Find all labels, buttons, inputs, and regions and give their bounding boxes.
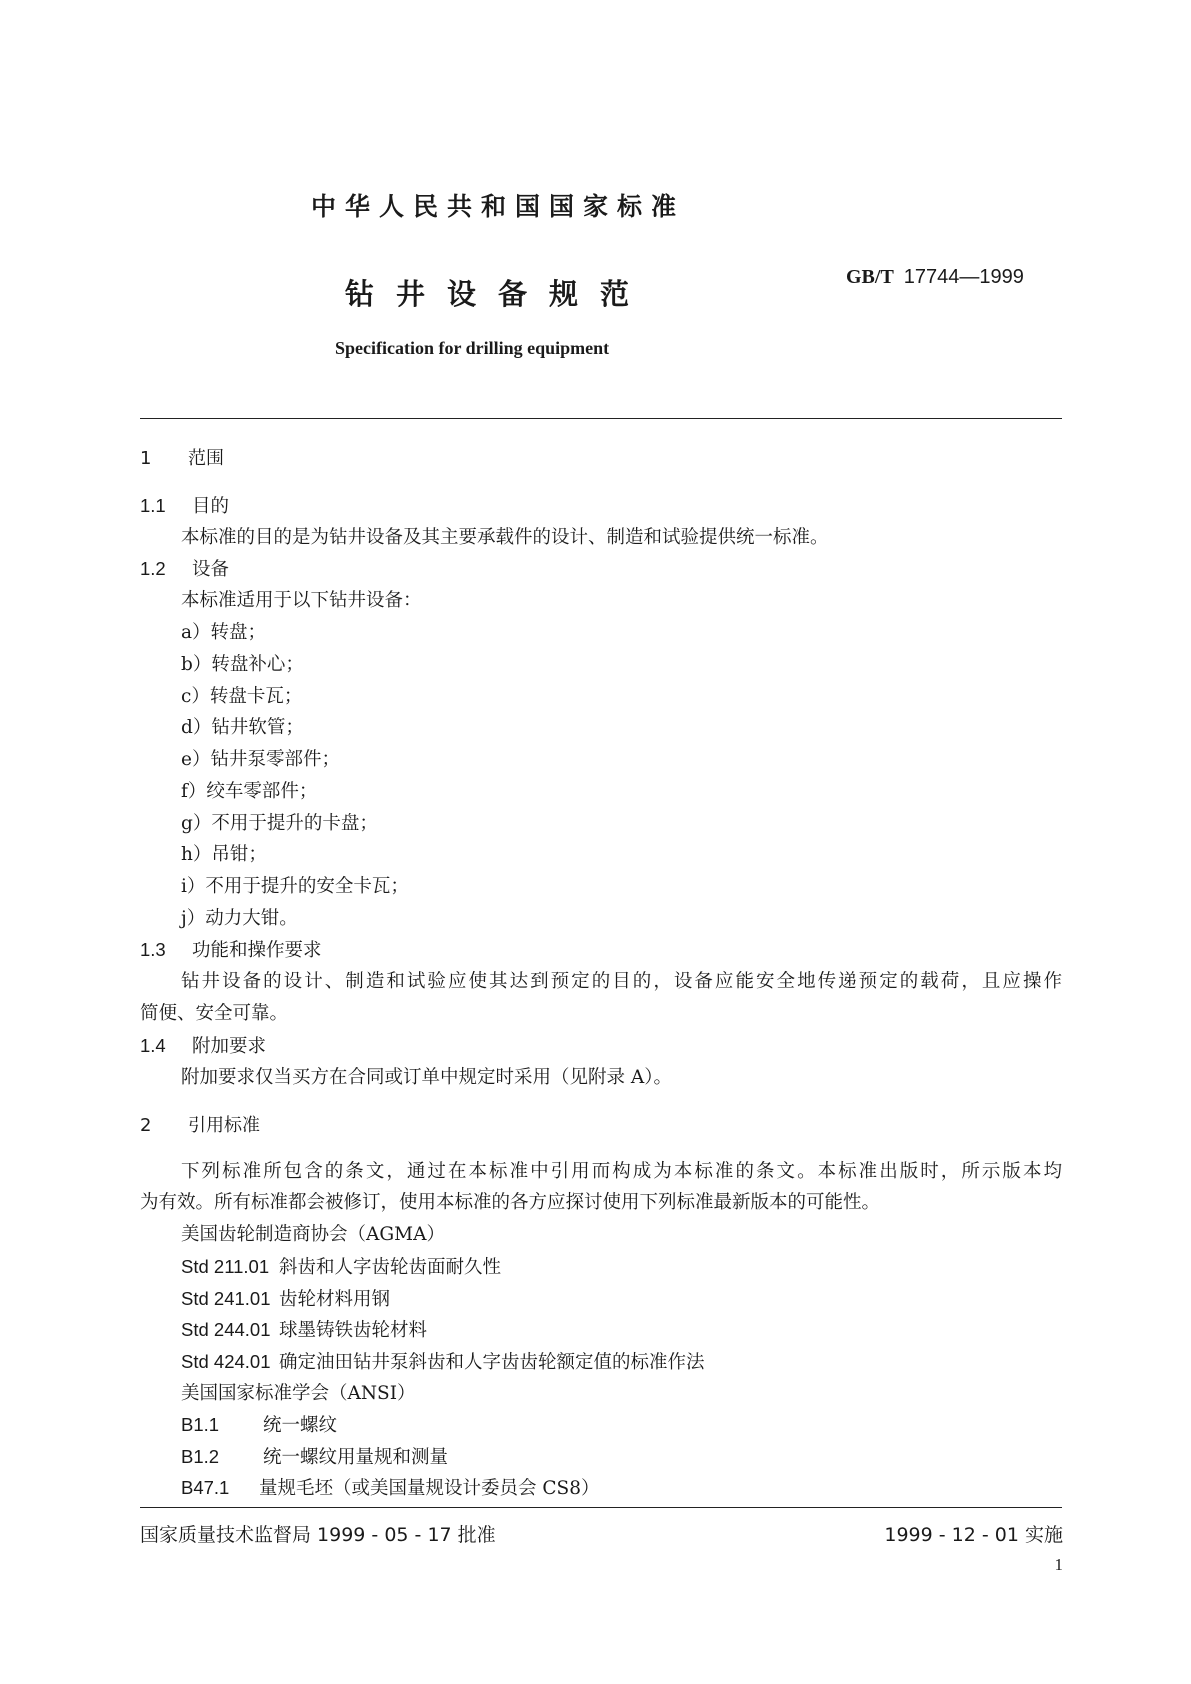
section-1-4-heading: 1.4 附加要求 bbox=[140, 1035, 267, 1057]
section-1-2-intro: 本标准适用于以下钻井设备： bbox=[181, 590, 422, 611]
national-standard-title: 中华人民共和国国家标准 bbox=[311, 192, 686, 221]
agma-org: 美国齿轮制造商协会（AGMA） bbox=[181, 1224, 445, 1245]
document-title: 钻井设备规范 bbox=[345, 277, 652, 311]
section-2-para-line2: 为有效。所有标准都会被修订，使用本标准的各方应探讨使用下列标准最新版本的可能性。 bbox=[140, 1192, 881, 1213]
list-item: f）绞车零部件； bbox=[181, 781, 318, 802]
reference-item: Std 241.01 齿轮材料用钢 bbox=[181, 1288, 391, 1310]
code-prefix: GB/T bbox=[846, 266, 894, 288]
section-1-4-text: 附加要求仅当买方在合同或订单中规定时采用（见附录 A）。 bbox=[181, 1067, 672, 1088]
effective-date: 1999 - 12 - 01 实施 bbox=[884, 1524, 1063, 1546]
reference-item: B1.1 统一螺纹 bbox=[181, 1414, 338, 1436]
english-title: Specification for drilling equipment bbox=[335, 338, 610, 358]
reference-item: B47.1 量规毛坯（或美国量规设计委员会 CS8） bbox=[181, 1477, 600, 1499]
section-1-heading: 1 范围 bbox=[140, 448, 224, 469]
section-1-1-text: 本标准的目的是为钻井设备及其主要承载件的设计、制造和试验提供统一标准。 bbox=[181, 527, 829, 548]
list-item: i）不用于提升的安全卡瓦； bbox=[181, 876, 409, 897]
section-1-3-text-line2: 简便、安全可靠。 bbox=[140, 1003, 289, 1024]
reference-item: Std 424.01 确定油田钻井泵斜齿和人字齿齿轮额定值的标准作法 bbox=[181, 1351, 705, 1373]
section-2-para-line1: 下列标准所包含的条文，通过在本标准中引用而构成为本标准的条文。本标准出版时，所示版本均 bbox=[181, 1161, 1062, 1182]
list-item: d）钻井软管； bbox=[181, 717, 304, 738]
section-2-heading: 2 引用标准 bbox=[140, 1115, 260, 1136]
header-divider bbox=[140, 418, 1062, 419]
reference-item: Std 244.01 球墨铸铁齿轮材料 bbox=[181, 1319, 428, 1341]
approval-date: 国家质量技术监督局 1999 - 05 - 17 批准 bbox=[140, 1524, 496, 1546]
section-1-3-text-line1: 钻井设备的设计、制造和试验应使其达到预定的目的，设备应能安全地传递预定的载荷，且应操作 bbox=[181, 971, 1062, 992]
ansi-org: 美国国家标准学会（ANSI） bbox=[181, 1383, 416, 1404]
section-1-3-heading: 1.3 功能和操作要求 bbox=[140, 939, 322, 961]
page-number: 1 bbox=[1054, 1555, 1063, 1574]
footer-divider bbox=[140, 1507, 1062, 1508]
reference-item: B1.2 统一螺纹用量规和测量 bbox=[181, 1446, 449, 1468]
standard-code bbox=[846, 264, 1024, 289]
list-item: h）吊钳； bbox=[181, 844, 267, 865]
list-item: a）转盘； bbox=[181, 622, 267, 643]
list-item: c）转盘卡瓦； bbox=[181, 686, 303, 707]
code-number: 17744—1999 bbox=[903, 266, 1024, 288]
list-item: e）钻井泵零部件； bbox=[181, 749, 340, 770]
list-item: g）不用于提升的卡盘； bbox=[181, 813, 378, 834]
section-1-1-heading: 1.1 目的 bbox=[140, 495, 230, 517]
list-item: b）转盘补心； bbox=[181, 654, 304, 675]
reference-item: Std 211.01 斜齿和人字齿轮齿面耐久性 bbox=[181, 1256, 502, 1278]
list-item: j）动力大钳。 bbox=[181, 908, 298, 929]
section-1-2-heading: 1.2 设备 bbox=[140, 558, 230, 580]
